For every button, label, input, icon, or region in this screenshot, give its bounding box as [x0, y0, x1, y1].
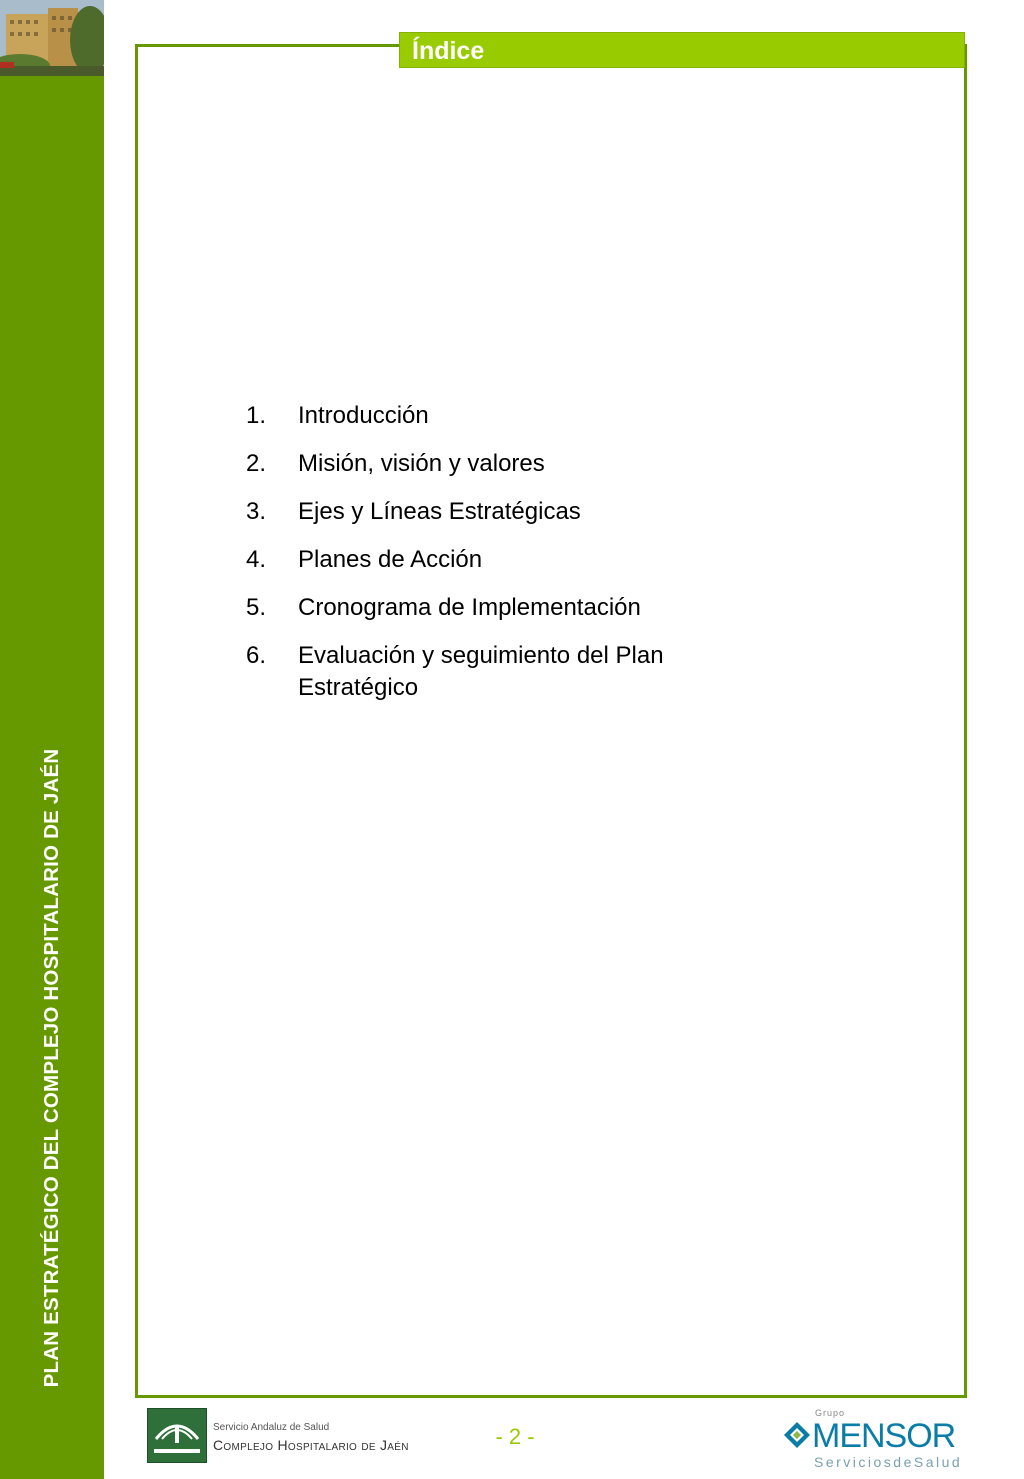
junta-andalucia-logo [147, 1408, 207, 1463]
mensor-grupo-text: Grupo [815, 1408, 846, 1418]
toc-item-number: 1. [246, 402, 267, 429]
mensor-subtitle: ServiciosdeSalud [814, 1454, 963, 1470]
toc-item-planes[interactable] [246, 544, 846, 576]
toc-item-cronograma[interactable] [246, 592, 846, 624]
footer-service-text: Servicio Andaluz de Salud [213, 1422, 330, 1433]
toc-item-mision[interactable] [246, 448, 846, 480]
page-number: - 2 - [495, 1424, 535, 1449]
toc-item-number: 3. [246, 498, 267, 525]
section-title: Índice [412, 37, 485, 65]
toc-item-number: 6. [246, 642, 267, 669]
table-of-contents [246, 400, 846, 720]
toc-item-label: Planes de Acción [298, 546, 483, 573]
toc-item-label: Ejes y Líneas Estratégicas [298, 498, 581, 525]
content-frame [135, 44, 967, 1398]
toc-item-number: 5. [246, 594, 267, 621]
mensor-logo [782, 1408, 962, 1470]
toc-item-label: Evaluación y seguimiento del Plan Estratégico [298, 642, 664, 701]
toc-item-number: 2. [246, 450, 267, 477]
mensor-name: MENSOR [812, 1417, 956, 1455]
toc-item-label: Misión, visión y valores [298, 450, 545, 477]
toc-item-label: Introducción [298, 402, 429, 429]
sidebar-title: PLAN ESTRATÉGICO DEL COMPLEJO HOSPITALARIO DE JAÉN [40, 748, 63, 1388]
hospital-building-photo [0, 0, 104, 76]
toc-item-number: 4. [246, 546, 267, 573]
mensor-diamond-icon [782, 1420, 812, 1450]
toc-item-introduccion[interactable] [246, 400, 846, 432]
toc-item-ejes[interactable] [246, 496, 846, 528]
toc-item-evaluacion[interactable] [246, 640, 846, 704]
footer-hospital-text: Complejo Hospitalario de Jaén [213, 1437, 409, 1453]
sidebar [0, 0, 104, 1479]
toc-item-label: Cronograma de Implementación [298, 594, 641, 621]
section-header [399, 32, 965, 68]
